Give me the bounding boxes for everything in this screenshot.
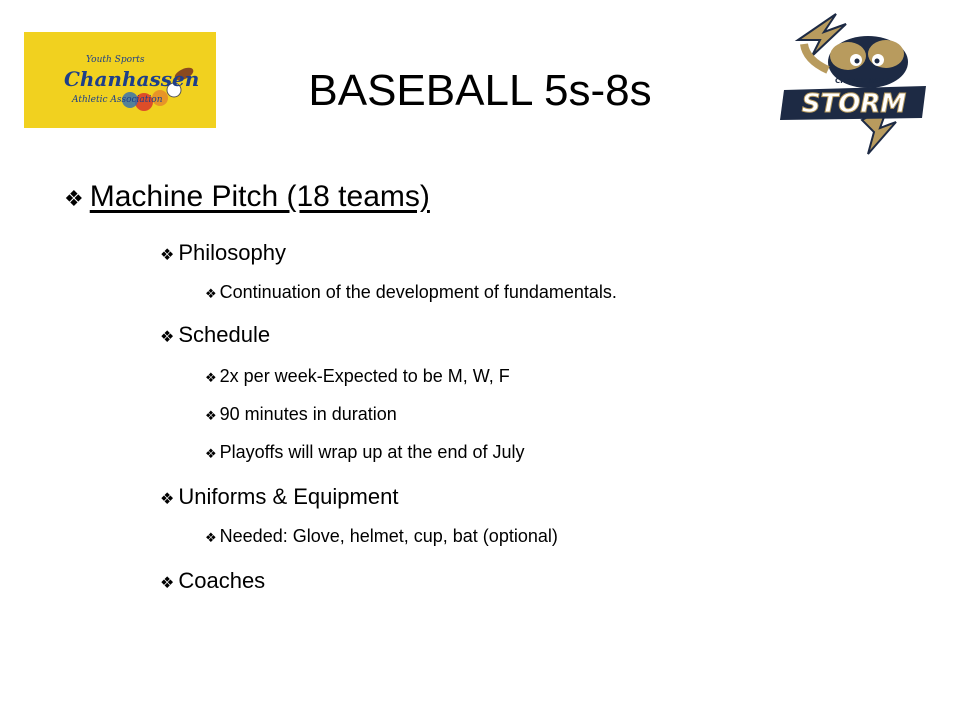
list-item-label: Coaches <box>178 568 266 593</box>
diamond-bullet-icon: ❖ <box>205 530 217 545</box>
caa-logo-graphic <box>24 32 216 128</box>
storm-logo-graphic <box>776 10 938 156</box>
list-item <box>205 404 397 425</box>
caa-logo-top-text: Youth Sports <box>86 55 145 65</box>
list-item-text: 2x per week-Expected to be M, W, F <box>219 366 510 386</box>
list-item-label: Uniforms & Equipment <box>178 484 399 509</box>
section-heading: Machine Pitch (18 teams) <box>89 180 430 213</box>
diamond-bullet-icon: ❖ <box>64 186 84 211</box>
page-title: BASEBALL 5s-8s <box>308 66 652 115</box>
storm-logo-main-text: STORM <box>801 89 907 119</box>
heading-bullet <box>64 180 430 214</box>
caa-logo-main-text: Chanhassen <box>64 67 200 91</box>
list-item-text: 90 minutes in duration <box>219 404 397 424</box>
list-item-text: Needed: Glove, helmet, cup, bat (optional) <box>219 526 558 546</box>
diamond-bullet-icon: ❖ <box>160 329 175 346</box>
list-item-text: Continuation of the development of fundamentals. <box>219 282 617 302</box>
list-item <box>205 526 558 547</box>
list-item <box>160 240 286 266</box>
list-item <box>205 366 510 387</box>
list-item-label: Philosophy <box>178 240 286 265</box>
diamond-bullet-icon: ❖ <box>160 247 175 264</box>
chanhassen-athletic-association-logo <box>24 32 216 128</box>
list-item <box>160 568 265 594</box>
chanhassen-storm-logo <box>776 10 938 156</box>
list-item-label: Schedule <box>178 322 271 347</box>
list-item <box>160 484 398 510</box>
diamond-bullet-icon: ❖ <box>205 370 217 385</box>
list-item-text: Playoffs will wrap up at the end of July <box>219 442 525 462</box>
diamond-bullet-icon: ❖ <box>205 446 217 461</box>
list-item <box>160 322 270 348</box>
diamond-bullet-icon: ❖ <box>160 575 175 592</box>
list-item <box>205 442 525 463</box>
diamond-bullet-icon: ❖ <box>205 286 217 301</box>
list-item <box>205 282 617 303</box>
diamond-bullet-icon: ❖ <box>160 491 175 508</box>
caa-logo-sub-text: Athletic Association <box>72 95 163 105</box>
diamond-bullet-icon: ❖ <box>205 408 217 423</box>
storm-logo-top-text: CHANHASSEN <box>835 77 889 85</box>
